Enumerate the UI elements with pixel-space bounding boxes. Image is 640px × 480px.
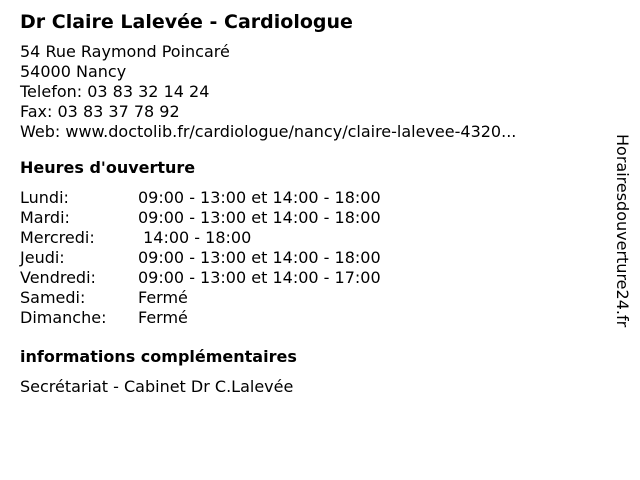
day-label: Jeudi: [20,248,65,267]
day-label: Mardi: [20,208,70,227]
day-hours: Fermé [138,288,188,307]
phone-label: Telefon: [20,82,83,101]
day-label: Samedi: [20,288,86,307]
day-label: Dimanche: [20,308,107,327]
fax-label: Fax: [20,102,53,121]
opening-hours-table [20,188,600,328]
day-hours: 09:00 - 13:00 et 14:00 - 18:00 [138,248,381,267]
additional-info-heading: informations complémentaires [20,347,297,366]
fax-number: 03 83 37 78 92 [57,102,180,121]
address-city: 54000 Nancy [20,62,127,81]
hours-row-mardi [20,208,600,228]
day-hours: 09:00 - 13:00 et 14:00 - 18:00 [138,188,381,207]
page-title: Dr Claire Lalevée - Cardiologue [20,11,353,33]
hours-row-samedi [20,288,600,308]
hours-row-dimanche [20,308,600,328]
phone-number[interactable]: 03 83 32 14 24 [87,82,210,101]
web-label: Web: [20,122,61,141]
day-label: Vendredi: [20,268,96,287]
hours-row-mercredi [20,228,600,248]
brand-watermark: Horairesdouverture24.fr [613,134,632,328]
hours-row-vendredi [20,268,600,288]
day-label: Mercredi: [20,228,95,247]
phone-line [20,82,600,102]
website-link[interactable]: www.doctolib.fr/cardiologue/nancy/claire-lalevee-4320... [65,122,517,141]
day-hours: 09:00 - 13:00 et 14:00 - 17:00 [138,268,381,287]
hours-row-jeudi [20,248,600,268]
day-hours: 14:00 - 18:00 [138,228,252,247]
day-hours: Fermé [138,308,188,327]
fax-line [20,102,600,122]
address-street: 54 Rue Raymond Poincaré [20,42,230,61]
day-hours: 09:00 - 13:00 et 14:00 - 18:00 [138,208,381,227]
additional-info-text: Secrétariat - Cabinet Dr C.Lalevée [20,377,294,396]
hours-row-lundi [20,188,600,208]
opening-hours-heading: Heures d'ouverture [20,158,196,177]
business-card [20,10,600,397]
web-line [20,122,600,142]
day-label: Lundi: [20,188,69,207]
